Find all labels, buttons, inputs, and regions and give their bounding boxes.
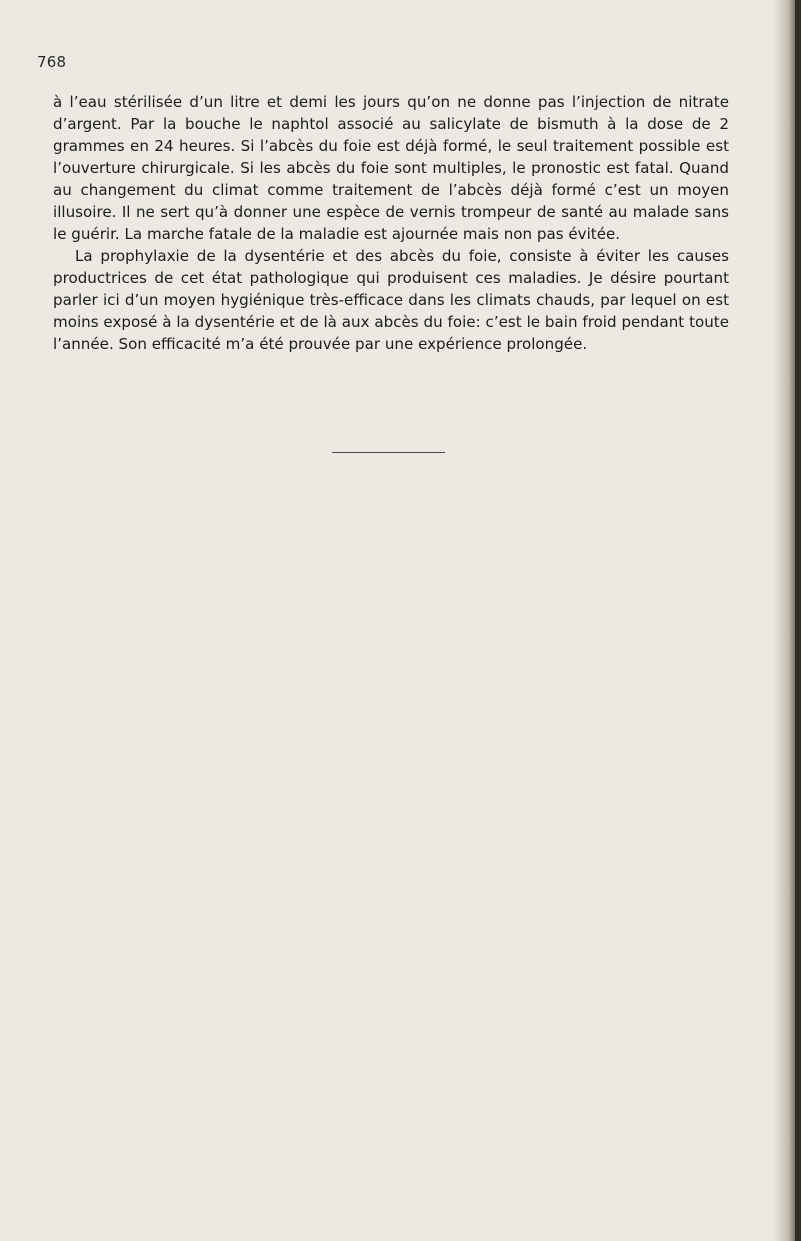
section-separator-rule (332, 452, 445, 453)
page-edge-dark (795, 0, 801, 1241)
page-number: 768 (37, 53, 67, 71)
paragraph-1: à l’eau stérilisée d’un litre et demi les jours qu’on ne donne pas l’injection de nitrate d’argent. Par la bouche le naphtol associé au salicylate de bismuth à la dose de 2 grammes en 24 heures. Si l’abcès du foie est déjà formé, le seul traitement possible est l’ouverture chirurgicale. Si les abcès du foie sont multiples, le pronostic est fatal. Quand au changement du climat comme traitement de l’abcès déjà formé c’est un moyen illusoire. Il ne sert qu’à donner une espèce de vernis trompeur de santé au malade sans le guérir. La marche fatale de la maladie est ajournée mais non pas évitée. (53, 93, 729, 243)
body-text (53, 91, 729, 355)
paragraph-2: La prophylaxie de la dysentérie et des abcès du foie, consiste à éviter les causes productrices de cet état pathologique qui produisent ces maladies. Je désire pourtant parler ici d’un moyen hygiénique très-efficace dans les climats chauds, par lequel on est moins exposé à la dysentérie et de là aux abcès du foie: c’est le bain froid pendant toute l’année. Son efficacité m’a été prouvée par une expérience prolongée. (53, 247, 729, 353)
